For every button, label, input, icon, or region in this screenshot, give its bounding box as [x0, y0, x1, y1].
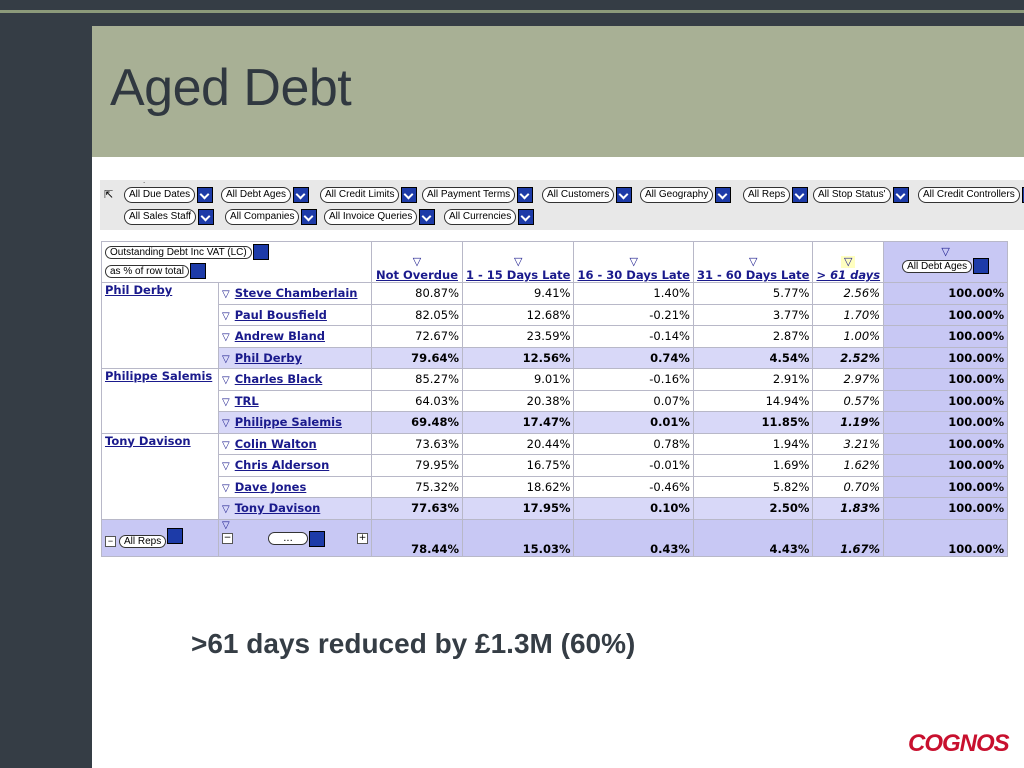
- grand-total-value: 1.67%: [813, 519, 884, 556]
- drill-triangle-icon[interactable]: ▽: [222, 332, 230, 344]
- value-cell: 2.87%: [693, 326, 812, 348]
- rep-link[interactable]: Phil Derby: [105, 283, 173, 297]
- value-cell: 16.75%: [463, 455, 574, 477]
- summary-text: >61 days reduced by £1.3M (60%): [191, 628, 636, 659]
- grand-total-value: 78.44%: [372, 519, 463, 556]
- filter-label: All Geography: [640, 187, 713, 203]
- drill-triangle-icon[interactable]: ▽: [222, 289, 230, 301]
- filter-all-debt-ages[interactable]: [221, 187, 309, 203]
- chevron-down-icon[interactable]: [198, 209, 214, 225]
- rep-cell: [102, 283, 219, 369]
- member-link[interactable]: Philippe Salemis: [234, 415, 342, 430]
- filter-label: All Payment Terms: [422, 187, 515, 203]
- debt-ages-selector[interactable]: [902, 258, 989, 274]
- member-link[interactable]: Paul Bousfield: [234, 307, 327, 322]
- member-dropdown[interactable]: [268, 531, 325, 547]
- value-cell: 0.70%: [813, 476, 884, 498]
- drill-triangle-icon[interactable]: ▽: [222, 418, 230, 430]
- crosstab-table: [101, 241, 1008, 557]
- value-cell: 2.52%: [813, 347, 884, 369]
- chevron-down-icon[interactable]: [893, 187, 909, 203]
- filter-label: All Sales Staff: [124, 209, 196, 225]
- value-cell: 5.82%: [693, 476, 812, 498]
- chevron-down-icon[interactable]: [301, 209, 317, 225]
- row-total-cell: 100.00%: [884, 369, 1008, 391]
- table-row: [102, 369, 1008, 391]
- drill-triangle-icon[interactable]: ▽: [222, 504, 230, 516]
- value-cell: 79.64%: [372, 347, 463, 369]
- chevron-down-icon[interactable]: [792, 187, 808, 203]
- value-cell: 80.87%: [372, 283, 463, 305]
- grand-total-value: 4.43%: [693, 519, 812, 556]
- row-total-cell: 100.00%: [884, 455, 1008, 477]
- table-row: [102, 433, 1008, 455]
- value-cell: 20.44%: [463, 433, 574, 455]
- value-cell: 1.94%: [693, 433, 812, 455]
- member-link[interactable]: Charles Black: [234, 372, 323, 387]
- filter-all-companies[interactable]: [225, 209, 317, 225]
- member-selector[interactable]: [222, 531, 368, 547]
- chevron-down-icon[interactable]: [616, 187, 632, 203]
- member-cell: [219, 412, 372, 434]
- filter-all-payment-terms[interactable]: [422, 187, 533, 203]
- value-cell: 12.56%: [463, 347, 574, 369]
- value-cell: 9.41%: [463, 283, 574, 305]
- value-cell: 20.38%: [463, 390, 574, 412]
- value-cell: 0.07%: [574, 390, 693, 412]
- member-link[interactable]: TRL: [234, 393, 259, 408]
- sort-triangle-icon[interactable]: ▽: [514, 255, 523, 268]
- table-row: [102, 455, 1008, 477]
- left-band: [0, 0, 92, 768]
- value-cell: 23.59%: [463, 326, 574, 348]
- member-link[interactable]: Phil Derby: [234, 350, 302, 365]
- subtotal-row: [102, 412, 1008, 434]
- chevron-down-icon[interactable]: [401, 187, 417, 203]
- display-selector[interactable]: [105, 263, 368, 279]
- value-cell: 1.70%: [813, 304, 884, 326]
- pivot-icon[interactable]: ⇱: [104, 189, 114, 201]
- toolbar-marker: .: [143, 176, 146, 185]
- grand-total-value: 0.43%: [574, 519, 693, 556]
- value-cell: 11.85%: [693, 412, 812, 434]
- slide-title: Aged Debt: [110, 59, 352, 117]
- value-cell: 2.97%: [813, 369, 884, 391]
- member-link[interactable]: Chris Alderson: [234, 458, 330, 473]
- top-band: [0, 0, 1024, 26]
- row-total-cell: 100.00%: [884, 390, 1008, 412]
- drill-triangle-icon[interactable]: ▽: [222, 375, 230, 387]
- sort-triangle-icon[interactable]: ▽: [841, 256, 855, 268]
- filter-all-geography[interactable]: [640, 187, 731, 203]
- column-header-label[interactable]: > 61 days: [816, 268, 881, 282]
- filter-label: All Debt Ages: [221, 187, 291, 203]
- member-cell: [219, 283, 372, 305]
- member-cell: [219, 433, 372, 455]
- value-cell: 3.77%: [693, 304, 812, 326]
- value-cell: 17.95%: [463, 498, 574, 520]
- row-total-cell: 100.00%: [884, 476, 1008, 498]
- drill-triangle-icon[interactable]: ▽: [222, 461, 230, 473]
- sort-triangle-icon[interactable]: ▽: [629, 255, 638, 268]
- column-header-label[interactable]: 31 - 60 Days Late: [696, 268, 810, 282]
- row-total-cell: 100.00%: [884, 283, 1008, 305]
- value-cell: 1.19%: [813, 412, 884, 434]
- column-header[interactable]: [693, 242, 812, 283]
- table-row: [102, 304, 1008, 326]
- value-cell: -0.16%: [574, 369, 693, 391]
- value-cell: 1.83%: [813, 498, 884, 520]
- chevron-down-icon[interactable]: [518, 209, 534, 225]
- value-cell: 17.47%: [463, 412, 574, 434]
- sort-triangle-icon[interactable]: ▽: [941, 244, 950, 258]
- table-row: [102, 326, 1008, 348]
- member-cell: [219, 455, 372, 477]
- row-total-cell: 100.00%: [884, 326, 1008, 348]
- filter-all-stop-status[interactable]: [813, 187, 909, 203]
- column-header[interactable]: [813, 242, 884, 283]
- value-cell: 75.32%: [372, 476, 463, 498]
- grand-total-row: [102, 519, 1008, 556]
- value-cell: 1.00%: [813, 326, 884, 348]
- filter-label: All Reps: [743, 187, 790, 203]
- member-cell: [219, 347, 372, 369]
- member-cell: [219, 304, 372, 326]
- drill-triangle-icon[interactable]: ▽: [222, 439, 230, 451]
- cognos-logo: COGNOS: [908, 730, 1009, 757]
- value-cell: 2.91%: [693, 369, 812, 391]
- filter-all-invoice-queries[interactable]: [324, 209, 435, 225]
- chevron-down-icon[interactable]: [517, 187, 533, 203]
- top-accent-line: [0, 10, 1024, 13]
- value-cell: 9.01%: [463, 369, 574, 391]
- member-cell: [219, 369, 372, 391]
- drill-triangle-icon[interactable]: ▽: [222, 519, 230, 531]
- expand-icon[interactable]: +: [358, 533, 367, 543]
- value-cell: 79.95%: [372, 455, 463, 477]
- value-cell: -0.46%: [574, 476, 693, 498]
- drill-triangle-icon[interactable]: ▽: [222, 310, 230, 322]
- value-cell: 1.62%: [813, 455, 884, 477]
- filter-label: All Currencies: [444, 209, 516, 225]
- grand-total-cell: 100.00%: [884, 519, 1008, 556]
- measure-label: Outstanding Debt Inc VAT (LC): [105, 246, 252, 259]
- total-column-header[interactable]: [884, 242, 1008, 283]
- member-link[interactable]: Tony Davison: [234, 501, 321, 516]
- drill-triangle-icon[interactable]: ▽: [222, 482, 230, 494]
- chevron-down-icon[interactable]: [973, 258, 989, 274]
- chevron-down-icon[interactable]: [167, 528, 183, 544]
- chevron-down-icon[interactable]: [309, 531, 325, 547]
- row-total-cell: 100.00%: [884, 433, 1008, 455]
- measure-selectors: [102, 242, 372, 283]
- sort-triangle-icon[interactable]: ▽: [748, 255, 758, 268]
- measure-selector[interactable]: [105, 244, 368, 260]
- value-cell: 82.05%: [372, 304, 463, 326]
- table-row: [102, 283, 1008, 305]
- debt-ages-label: All Debt Ages: [902, 260, 972, 273]
- value-cell: 77.63%: [372, 498, 463, 520]
- table-row: [102, 476, 1008, 498]
- collapse-icon[interactable]: −: [223, 533, 232, 543]
- rep-cell: [102, 369, 219, 434]
- filter-label: All Credit Limits: [320, 187, 399, 203]
- chevron-down-icon[interactable]: [253, 244, 269, 260]
- member-dropdown-label: ...: [268, 532, 308, 545]
- value-cell: 64.03%: [372, 390, 463, 412]
- value-cell: 0.01%: [574, 412, 693, 434]
- value-cell: 0.57%: [813, 390, 884, 412]
- chevron-down-icon[interactable]: [419, 209, 435, 225]
- row-total-cell: 100.00%: [884, 498, 1008, 520]
- value-cell: -0.14%: [574, 326, 693, 348]
- filter-all-reps[interactable]: [743, 187, 808, 203]
- value-cell: 18.62%: [463, 476, 574, 498]
- column-header[interactable]: [574, 242, 693, 283]
- column-header-label[interactable]: 1 - 15 Days Late: [466, 268, 571, 282]
- filter-label: All Invoice Queries: [324, 209, 417, 225]
- subtotal-row: [102, 498, 1008, 520]
- member-link[interactable]: Dave Jones: [234, 479, 307, 494]
- filter-all-credit-controllers[interactable]: [918, 187, 1024, 203]
- filter-label: All Stop Status': [813, 187, 891, 203]
- column-header[interactable]: [463, 242, 574, 283]
- value-cell: 12.68%: [463, 304, 574, 326]
- filter-label: All Credit Controllers: [918, 187, 1020, 203]
- chevron-down-icon[interactable]: [715, 187, 731, 203]
- member-cell: [219, 390, 372, 412]
- value-cell: 3.21%: [813, 433, 884, 455]
- chevron-down-icon[interactable]: [293, 187, 309, 203]
- display-label: as % of row total: [105, 265, 189, 278]
- filter-label: All Due Dates: [124, 187, 195, 203]
- filter-label: All Companies: [225, 209, 299, 225]
- value-cell: 5.77%: [693, 283, 812, 305]
- value-cell: 0.10%: [574, 498, 693, 520]
- filter-all-sales-staff[interactable]: [124, 209, 214, 225]
- grand-total-value: 15.03%: [463, 519, 574, 556]
- filter-all-due-dates[interactable]: [124, 187, 213, 203]
- column-header[interactable]: [372, 242, 463, 283]
- all-reps-cell: [102, 519, 219, 556]
- value-cell: 1.69%: [693, 455, 812, 477]
- collapse-icon[interactable]: −: [105, 536, 116, 547]
- chevron-down-icon[interactable]: [197, 187, 213, 203]
- value-cell: 0.78%: [574, 433, 693, 455]
- filter-all-currencies[interactable]: [444, 209, 534, 225]
- subtotal-row: [102, 347, 1008, 369]
- value-cell: 4.54%: [693, 347, 812, 369]
- value-cell: -0.21%: [574, 304, 693, 326]
- member-link[interactable]: Colin Walton: [234, 436, 317, 451]
- value-cell: 2.56%: [813, 283, 884, 305]
- header-row: [102, 242, 1008, 283]
- sort-triangle-icon[interactable]: ▽: [412, 255, 422, 268]
- chevron-down-icon[interactable]: [190, 263, 206, 279]
- value-cell: 69.48%: [372, 412, 463, 434]
- column-header-label[interactable]: 16 - 30 Days Late: [577, 268, 690, 282]
- value-cell: 1.40%: [574, 283, 693, 305]
- rep-link[interactable]: Philippe Salemis: [105, 369, 213, 383]
- member-link[interactable]: Steve Chamberlain: [234, 286, 358, 301]
- all-reps-label[interactable]: All Reps: [119, 535, 166, 548]
- filter-all-credit-limits[interactable]: [320, 187, 417, 203]
- value-cell: 85.27%: [372, 369, 463, 391]
- member-cell: [219, 326, 372, 348]
- drill-triangle-icon[interactable]: ▽: [222, 396, 230, 408]
- rep-cell: [102, 433, 219, 519]
- value-cell: 72.67%: [372, 326, 463, 348]
- value-cell: 2.50%: [693, 498, 812, 520]
- row-total-cell: 100.00%: [884, 412, 1008, 434]
- table-row: [102, 390, 1008, 412]
- value-cell: -0.01%: [574, 455, 693, 477]
- member-cell: [219, 476, 372, 498]
- rep-link[interactable]: Tony Davison: [105, 433, 191, 448]
- row-total-cell: 100.00%: [884, 347, 1008, 369]
- value-cell: 14.94%: [693, 390, 812, 412]
- value-cell: 73.63%: [372, 433, 463, 455]
- member-cell: [219, 498, 372, 520]
- filter-label: All Customers: [542, 187, 614, 203]
- column-header-label[interactable]: Not Overdue: [376, 268, 458, 282]
- value-cell: 0.74%: [574, 347, 693, 369]
- member-selector-cell: [219, 519, 372, 556]
- row-total-cell: 100.00%: [884, 304, 1008, 326]
- member-link[interactable]: Andrew Bland: [234, 329, 326, 344]
- drill-triangle-icon[interactable]: ▽: [222, 353, 230, 365]
- filter-all-customers[interactable]: [542, 187, 632, 203]
